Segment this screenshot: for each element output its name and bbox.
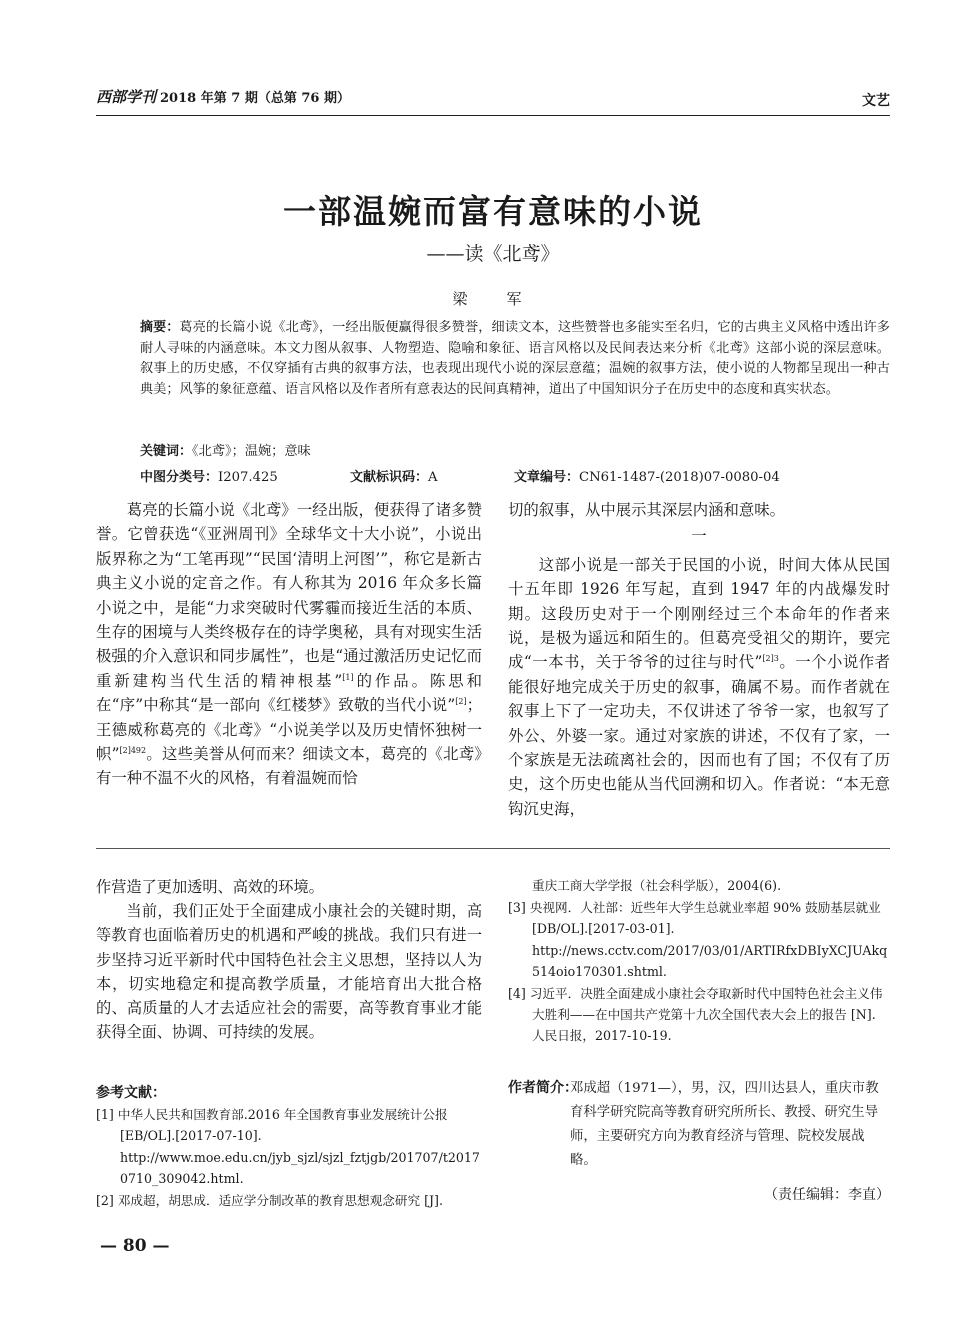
citation: [2]492: [119, 745, 147, 755]
reference-item: [3] 央视网．人社部：近些年大学生总就业率超 90% 鼓励基层就业 [DB/OL].[2017-03-01].: [508, 900, 881, 936]
doc-code-label: 文献标识码：: [350, 470, 429, 485]
page-number: — 80 —: [100, 1236, 170, 1256]
responsible-editor: （责任编辑：李直）: [764, 1187, 890, 1203]
article-number: [514, 466, 780, 485]
body-column-left: [96, 498, 482, 791]
body-paragraph: 当前，我们正处于全面建成小康社会的关键时期，高等教育也面临着历史的机遇和严峻的挑战。我们只有进一步坚持习近平新时代中国特色社会主义思想，坚持以人为本，切实地稳定和提高教学质量，才能培育出大批合格的、高质量的人才去适应社会的需要，高等教育事业才能获得全面、协调、可持续的发展。: [96, 902, 482, 1042]
section-tag: 文艺: [862, 93, 890, 109]
journal-issue: [96, 86, 350, 107]
lower-column-left: [96, 875, 482, 1044]
citation: [1]: [342, 672, 354, 682]
running-header: [96, 82, 890, 116]
clc-number: [140, 466, 278, 485]
reference-url: http://www.moe.edu.cn/jyb_sjzl/sjzl_fztjgb/201707/t20170710_309042.html.: [120, 1150, 480, 1186]
body-paragraph: 作营造了更加透明、高效的环境。: [96, 878, 324, 896]
journal-logo: 西部学刊: [96, 88, 157, 106]
section-number: 一: [691, 527, 707, 546]
abstract-text: 葛亮的长篇小说《北鸢》，一经出版便赢得很多赞誉，细读文本，这些赞誉也多能实至名归，它的古典主义风格中透出许多耐人寻味的内涵意味。本文力图从叙事、人物塑造、隐喻和象征、语言风格以及民间表达来分析《北鸢》这部小说的深层意味。叙事上的历史感，不仅穿插有古典的叙事方法，也表现出现代小说的深层意蕴；温婉的叙事方法，使小说的人物都呈现出一种古典美；风筝的象征意蕴、语言风格以及作者所有意表达的民间真精神，道出了中国知识分子在历史中的态度和真实状态。: [140, 320, 890, 397]
doc-code: [350, 466, 438, 485]
references-heading: 参考文献：: [96, 1085, 166, 1101]
body-paragraph: 葛亮的长篇小说《北鸢》一经出版，便获得了诸多赞誉。它曾获选“《亚洲周刊》全球华文十大小说”，小说出版界称之为“工笔再现”“民国‘清明上河图’”，称它是新古典主义小说的定音之作。有人称其为 2016 年众多长篇小说之中，是能“力求突破时代雾霾而接近生活的本质、生存的困境与人类终极存在的诗学奥秘，具有对现实生活极强的介入意识和同步属性”，也是“通过激活历史记忆而重新建构当代生活的精神根基”[1]的作品。陈思和在“序”中称其“是一部向《红楼梦》致敬的当代小说”[2]；王德威称葛亮的《北鸢》“小说美学以及历史情怀独树一帜”$^{[2]492}$。这些美誉从何而来？细读文本，葛亮的《北鸢》有一种不温不火的风格，有着温婉而恰: [96, 501, 482, 788]
reference-item: [4] 习近平．决胜全面建成小康社会夺取新时代中国特色社会主义伟大胜利——在中国共产党第十九次全国代表大会上的报告 [N]. 人民日报，2017-10-19.: [508, 986, 883, 1043]
bio-label: 作者简介：: [508, 1080, 578, 1096]
reference-url: http://news.cctv.com/2017/03/01/ARTIRfxDBIyXCJUAkq514oio170301.shtml.: [532, 943, 888, 979]
bio-text: 邓成超（1971—），男，汉，四川达县人，重庆市教育科学研究院高等教育研究所所长、教授、研究生导师，主要研究方向为教育经济与管理、院校发展战略。: [570, 1081, 879, 1168]
reference-item: [1] 中华人民共和国教育部.2016 年全国教育事业发展统计公报 [EB/OL].[2017-07-10].: [96, 1107, 448, 1143]
keywords-label: 关键词：: [140, 444, 193, 459]
page-divider: [96, 848, 890, 849]
reference-continuation: 重庆工商大学学报（社会科学版），2004(6).: [532, 878, 782, 893]
keywords: [140, 440, 890, 459]
body-column-right: [508, 498, 890, 821]
article-title: 一部温婉而富有意味的小说: [283, 192, 703, 231]
issue-info: 2018 年第 7 期（总第 76 期）: [160, 91, 350, 106]
abstract-label: 摘要：: [140, 320, 180, 335]
article-number-label: 文章编号：: [514, 470, 580, 485]
abstract: [140, 318, 890, 400]
clc-value: I207.425: [218, 470, 278, 485]
article-number-value: CN61-1487-(2018)07-0080-04: [579, 470, 780, 485]
doc-code-value: A: [428, 470, 438, 485]
citation: [2]: [455, 697, 467, 707]
clc-label: 中图分类号：: [140, 470, 219, 485]
body-paragraph: 切的叙事，从中展示其深层内涵和意味。: [508, 501, 786, 519]
body-paragraph: 这部小说是一部关于民国的小说，时间大体从民国十五年即 1926 年写起，直到 1947 年的内战爆发时期。这段历史对于一个刚刚经过三个本命年的作者来说，是极为遥远和陌生的。但葛亮受祖父的期许，要完成“一本书，关于爷爷的过往与时代”$^{[2]3}$。一个小说作者能很好地完成关于历史的叙事，确属不易。而作者就在叙事上下了一定功夫，不仅讲述了爷爷一家，也叙写了外公、外婆一家。通过对家族的讲述，不仅有了家，一个家族是无法疏离社会的，因而也有了国；不仅有了历史，这个历史也能从当代回溯和切入。作者说：“本无意钩沉史海，: [508, 555, 890, 818]
article-subtitle: ——读《北鸢》: [426, 243, 560, 265]
reference-item: [2] 邓成超，胡思成．适应学分制改革的教育思想观念研究 [J].: [96, 1193, 443, 1208]
references-right: [508, 875, 890, 1047]
keywords-text: 《北鸢》；温婉；意味: [192, 444, 311, 459]
article-author: 梁 军: [452, 290, 534, 308]
author-bio: [508, 1076, 890, 1173]
citation: [2]3: [762, 654, 779, 664]
references-left: [96, 1104, 486, 1212]
